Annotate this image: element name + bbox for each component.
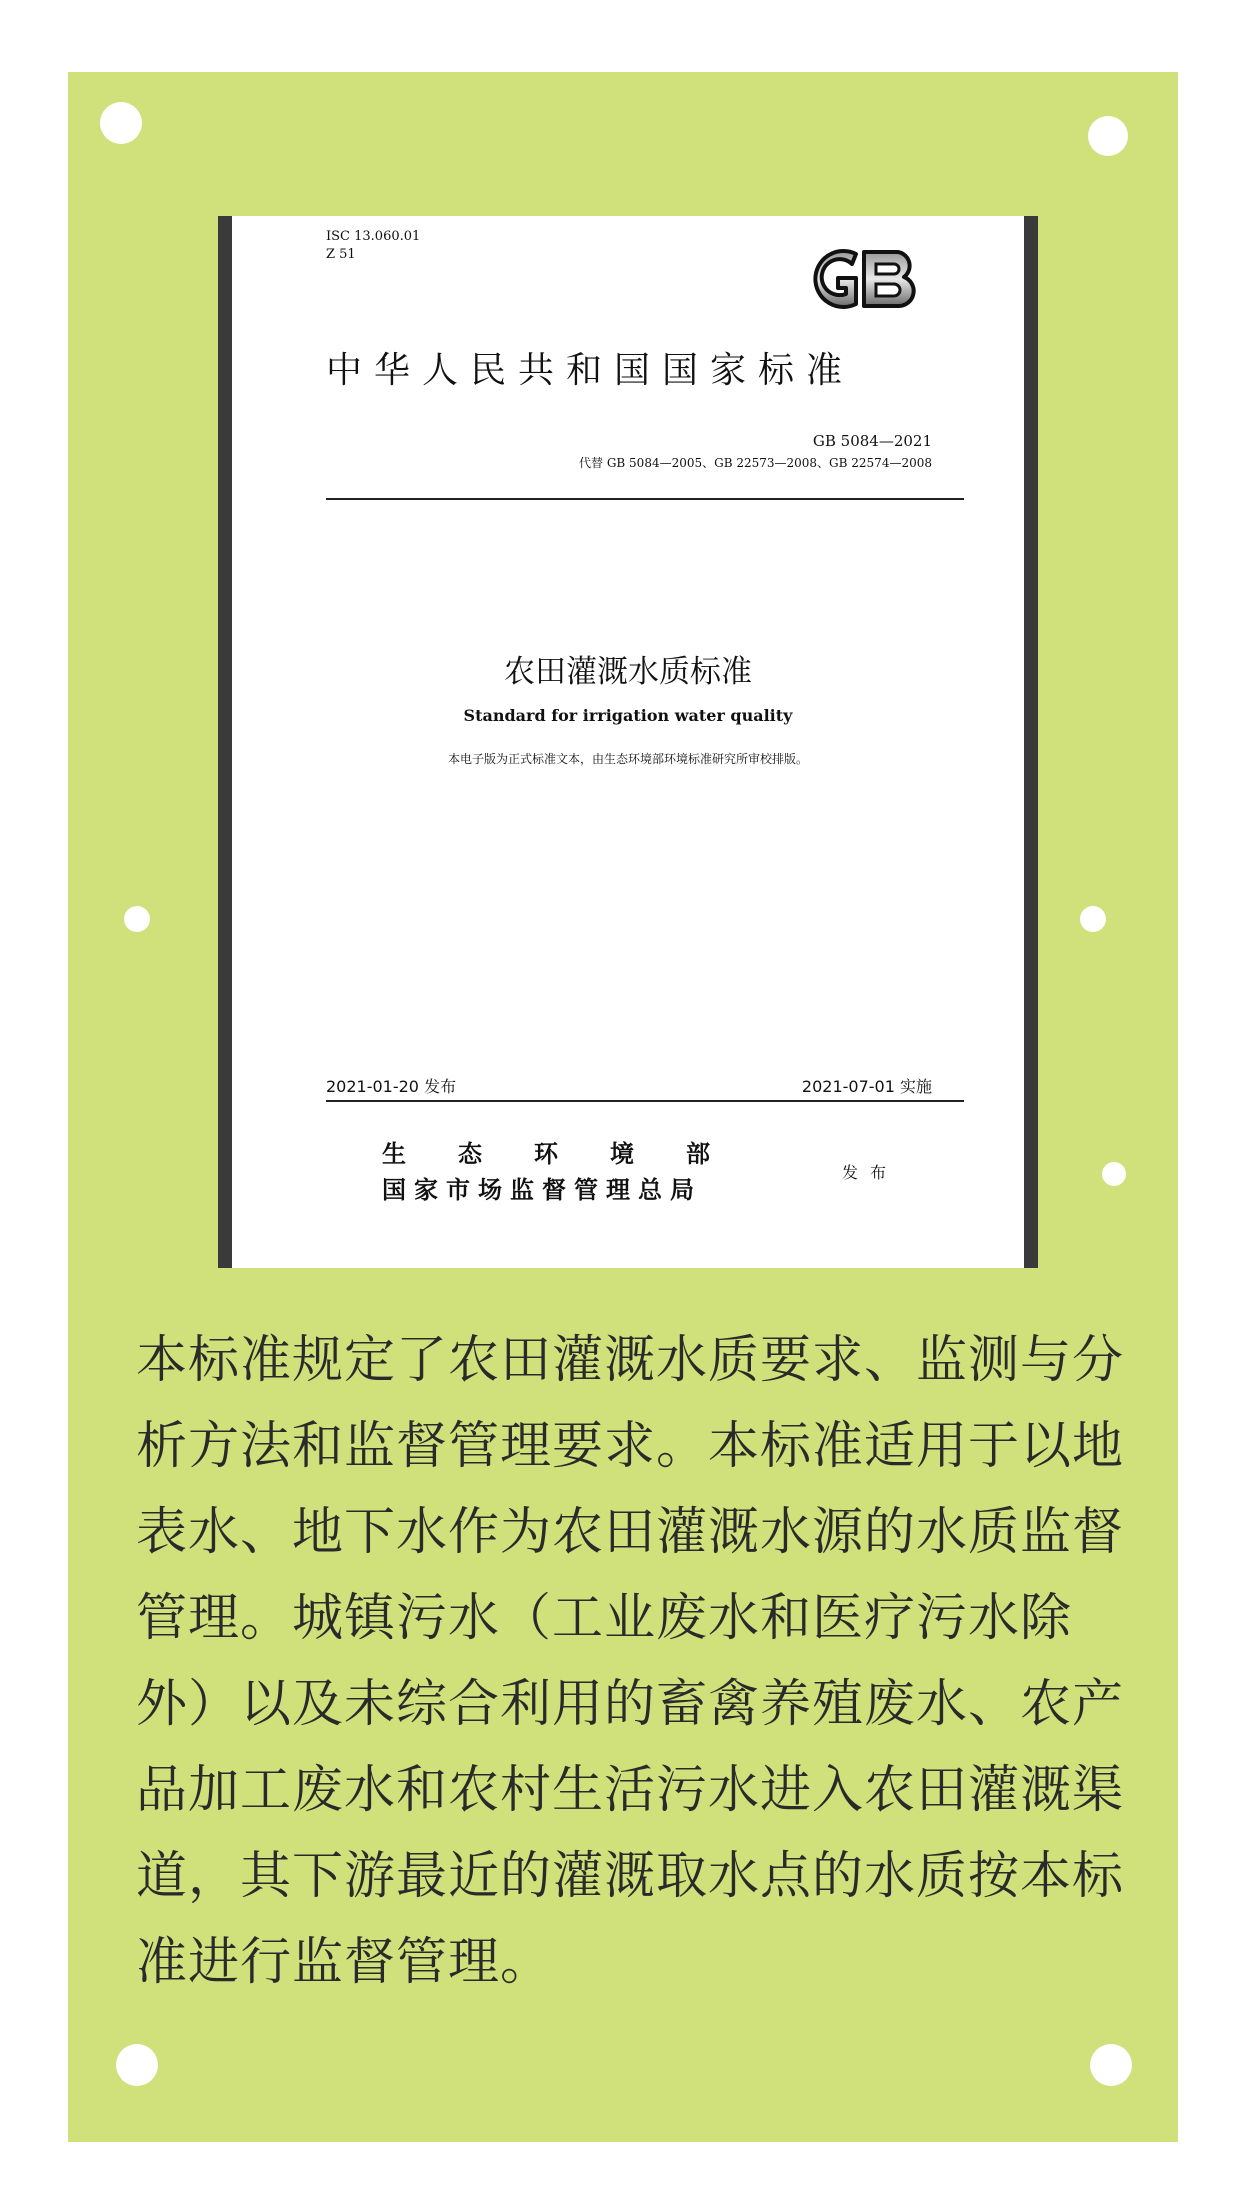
issuer-ministry: 生态环境部 xyxy=(382,1139,762,1168)
standard-cover-image xyxy=(218,216,1038,1268)
punch-hole-top-left xyxy=(100,102,142,144)
standard-title-cn: 农田灌溉水质标准 xyxy=(504,654,752,690)
punch-hole-bottom-left xyxy=(116,2044,158,2086)
release-date: 2021-01-20 发布 xyxy=(326,1077,457,1096)
punch-hole-mid-right xyxy=(1080,906,1106,932)
replaces-note: 代替 GB 5084—2005、GB 22573—2008、GB 22574—2008 xyxy=(579,456,932,470)
footer-divider xyxy=(326,1100,964,1102)
header-divider xyxy=(326,498,964,500)
punch-hole-top-right xyxy=(1088,116,1128,156)
standard-number: GB 5084—2021 xyxy=(812,432,932,450)
national-standard-heading: 中华人民共和国国家标准 xyxy=(326,350,855,391)
issue-label: 发布 xyxy=(842,1163,899,1182)
standard-title-en: Standard for irrigation water quality xyxy=(463,706,793,725)
punch-hole-mid-left xyxy=(124,906,150,932)
gb-logo-icon xyxy=(806,240,922,318)
ccs-code: Z 51 xyxy=(326,247,356,262)
ics-code: ISC 13.060.01 xyxy=(326,229,421,244)
ics-code-block xyxy=(326,228,420,264)
punch-hole-mid-right-lower xyxy=(1102,1162,1126,1186)
standard-description: 本标准规定了农田灌溉水质要求、监测与分析方法和监督管理要求。本标准适用于以地表水、地下水作为农田灌溉水源的水质监督管理。城镇污水（工业废水和医疗污水除外）以及未综合利用的畜禽养殖废水、农产品加工废水和农村生活污水进入农田灌溉渠道，其下游最近的灌溉取水点的水质按本标准进行监督管理。 xyxy=(136,1331,1125,1992)
implement-date: 2021-07-01 实施 xyxy=(801,1077,932,1096)
issuer-administration: 国家市场监督管理总局 xyxy=(382,1175,702,1204)
electronic-version-note: 本电子版为正式标准文本，由生态环境部环境标准研究所审校排版。 xyxy=(447,752,808,766)
punch-hole-bottom-right xyxy=(1090,2044,1132,2086)
